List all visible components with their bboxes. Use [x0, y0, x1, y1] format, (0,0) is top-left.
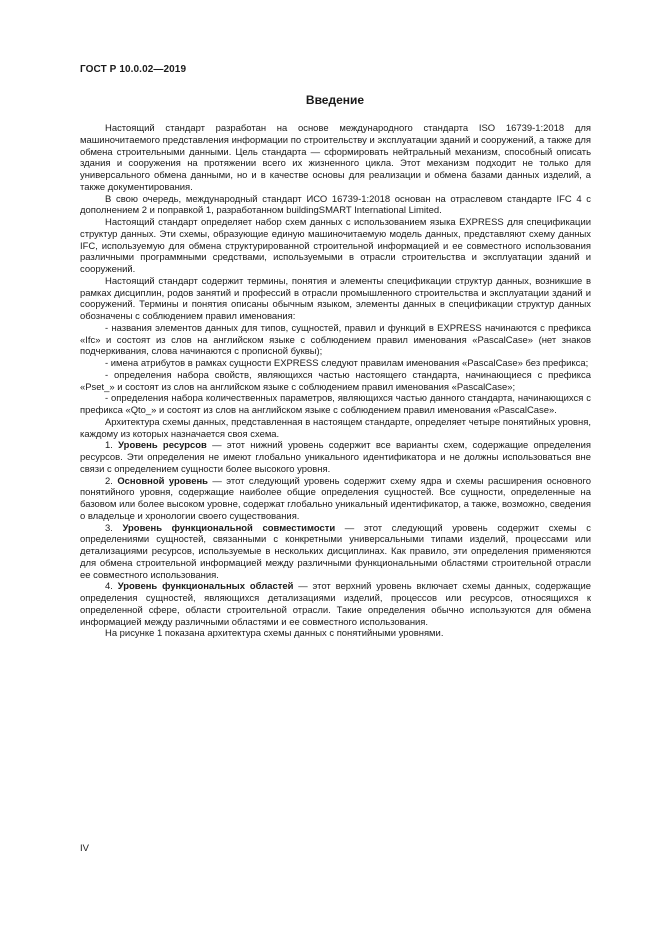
level-name: Уровень функциональной совместимости: [122, 522, 336, 534]
level-description: — этот следующий уровень содержит схемы с определениями сущностей, связанными с конкретными универсальными типами изделий, процессами или детализациями ресурсов, используемые в нескольких дисциплинах. Как правило, эти определения применяются для обмена строительной информацией между различными функциональными областями строительной отрасли ее совместного использования.: [80, 522, 591, 581]
level-paragraph: [80, 476, 591, 523]
paragraph: Настоящий стандарт определяет набор схем данных с использованием языка EXPRESS для спецификации структур данных. Эти схемы, образующие единую машиночитаемую модель данных, представляют схему данных IFC, используемую для обмена структурированной строительной информацией и ее совместного использования различными программными средствами, используемыми в отрасли строительства и эксплуатации зданий и сооружений.: [80, 217, 591, 275]
paragraph: Архитектура схемы данных, представленная в настоящем стандарте, определяет четыре понятийных уровня, каждому из которых назначается своя схема.: [80, 416, 591, 440]
level-name: Уровень функциональных областей: [117, 581, 294, 593]
level-description: — этот следующий уровень содержит схему ядра и схемы расширения основного понятийного уровня, содержащие наиболее общие определения сущностей. Все сущности, определенные на базовом или более высоком уровне, содержат глобально уникальный идентификатор, а также, возможно, сведения о владельце и хронологии своего существования.: [80, 475, 592, 522]
document-code-header: ГОСТ Р 10.0.02—2019: [80, 64, 187, 75]
list-item: - названия элементов данных для типов, сущностей, правил и функций в EXPRESS начинаются с префикса «Ifc» и состоят из слов на английском языке с соблюдением правил именования «PascalCase» (нет знаков подчеркивания, слова начинаются с прописной буквы);: [80, 322, 591, 358]
level-paragraph: [80, 581, 591, 628]
list-item: - имена атрибутов в рамках сущности EXPRESS следуют правилам именования «PascalCase» без префикса;: [105, 358, 589, 369]
paragraph: На рисунке 1 показана архитектура схемы данных с понятийными уровнями.: [105, 628, 444, 640]
page-number: IV: [80, 843, 89, 854]
level-number: 3.: [105, 522, 123, 534]
section-title: Введение: [305, 93, 365, 107]
list-item: - определения набора свойств, являющихся частью настоящего стандарта, начинающиеся с префикса «Pset_» и состоят из слов на английском языке с соблюдением правил именования «PascalCase»;: [80, 369, 591, 393]
level-number: 4.: [105, 581, 118, 593]
paragraph: Настоящий стандарт содержит термины, понятия и элементы спецификации структур данных, возникшие в рамках дисциплин, родов занятий и профессий в отрасли промышленного строительства и эксплуатации зданий и сооружений. Термины и понятия описаны обычным языком, элементы данных в спецификации структур данных обозначены с соблюдением правил именования:: [80, 275, 591, 322]
level-paragraph: [80, 440, 591, 475]
level-number: 2.: [105, 475, 118, 487]
level-description: — этот верхний уровень включает схемы данных, содержащие определения сущностей, являющихся детализациями изделий, процессов или ресурсов, относящихся к определенной сфере, области строительной отрасли. Такие определения обычно используются для обмена информацией между различными областями и ее совместного использования.: [80, 581, 591, 628]
paragraph: В свою очередь, международный стандарт ИСО 16739-1:2018 основан на отраслевом стандарте IFC 4 с дополнением 2 и поправкой 1, разработанном buildingSMART International Limited.: [80, 193, 591, 217]
level-name: Основной уровень: [117, 475, 208, 487]
body-text: [80, 123, 591, 640]
level-name: Уровень ресурсов: [118, 440, 207, 452]
level-number: 1.: [105, 440, 119, 452]
list-item: - определения набора количественных параметров, являющихся частью данного стандарта, начинающихся с префикса «Qto_» и состоят из слов на английском языке с соблюдением правил именования «PascalCase».: [80, 393, 591, 416]
level-description: — этот нижний уровень содержит все варианты схем, содержащие определения ресурсов. Эти определения не имеют глобально уникального идентификатора и не должны использоваться вне связи с определением сущности более высокого уровня.: [80, 440, 591, 475]
paragraph: Настоящий стандарт разработан на основе международного стандарта ISO 16739-1:2018 для машиночитаемого представления информации по строительству и эксплуатации зданий и сооружений, а также для обмена строительными данными. Цель стандарта — сформировать нейтральный механизм, способный описать здания и сооружения на протяжении всего их жизненного цикла. Этот механизм подходит не только для универсального обмена данными, но и в качестве основы для реализации и обмена базами данных изделий, а также документирования.: [80, 123, 591, 193]
level-paragraph: [80, 523, 591, 582]
